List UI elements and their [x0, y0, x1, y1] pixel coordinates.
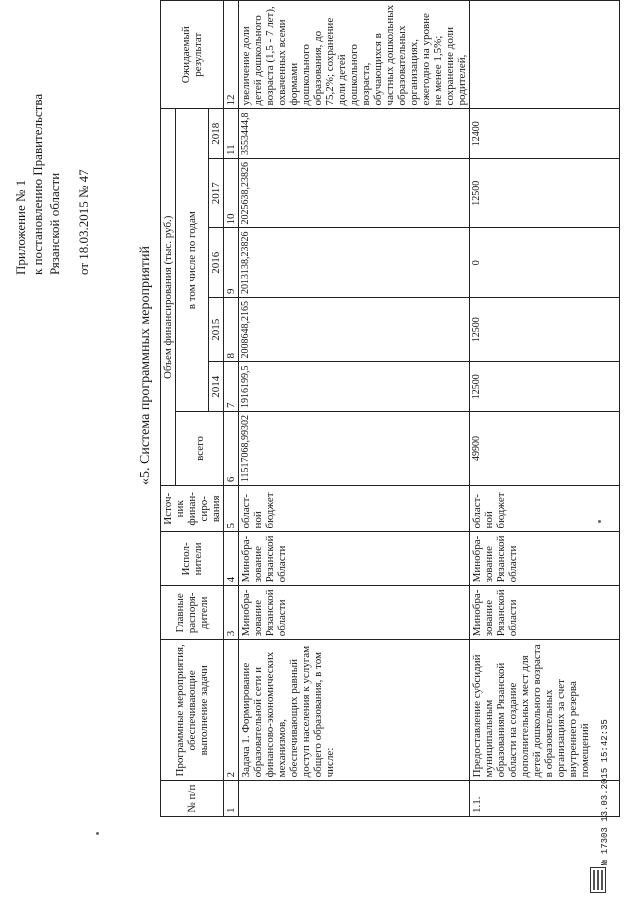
header-total: всего: [176, 411, 224, 485]
row-y2015: 12500: [470, 297, 620, 362]
row-source: област- ной бюджет: [239, 486, 470, 532]
table-row: [470, 1, 620, 817]
col-number: 1: [224, 781, 239, 817]
row-y2018: 12400: [470, 109, 620, 159]
header-row: [161, 1, 176, 817]
header-year: 2015: [209, 297, 224, 362]
row-y2015: 2008648,2165: [239, 297, 470, 362]
row-y2018: 3553444,8: [239, 109, 470, 159]
registration-footer: № 17303 13.03.2015 15:42:35: [600, 719, 610, 865]
row-total: 11517068,99302: [239, 411, 470, 485]
header-executors: Испол- нители: [161, 532, 224, 586]
registration-stamp: [590, 867, 606, 893]
row-y2014: 1916199,5: [239, 362, 470, 412]
row-result: увеличение доли детей дошкольного возраста (1,5 - 7 лет), охваченных всеми формами дошкольного образования, до 75,2%; сохранение доли детей дошкольного возраста, обучающихся в частных дошкольных образовательных организациях, ежегодно на уровне не менее 1,5%; сохранение доли родителей,: [239, 1, 470, 109]
col-number: 8: [224, 297, 239, 362]
row-result: [470, 1, 620, 109]
section-title: «5. Система программных мероприятий: [138, 245, 153, 485]
row-y2017: 2025638,23826: [239, 158, 470, 228]
row-num: [239, 781, 470, 817]
row-y2017: 12500: [470, 158, 620, 228]
header-managers: Главные распоря- дители: [161, 586, 224, 640]
header-source: Источ- ник финан- сиро- вания: [161, 486, 224, 532]
header-by-years: в том числе по годам: [176, 109, 209, 412]
col-number: 10: [224, 158, 239, 228]
header-num: № п/п: [161, 781, 224, 817]
row-y2016: 2013138,23826: [239, 228, 470, 298]
row-measure: Предоставление субсидий муниципальным образованиям Рязанской области на создание дополнительных мест для детей дошкольного возраста в образовательных организациях за счет внутреннего резерва помещений: [470, 640, 620, 781]
col-number: 12: [224, 1, 239, 109]
col-number: 3: [224, 586, 239, 640]
row-measure: Задача 1. Формирование образовательной сети и финансово-экономических механизмов, обеспечивающих равный доступ населения к услугам общего образования, в том числе:: [239, 640, 470, 781]
col-number: 9: [224, 228, 239, 298]
header-year: 2017: [209, 158, 224, 228]
appendix-date: от 18.03.2015 № 47: [76, 169, 91, 275]
row-y2016: 0: [470, 228, 620, 298]
header-year: 2018: [209, 109, 224, 159]
header-result: Ожидаемый результат: [161, 1, 224, 109]
col-number: 4: [224, 532, 239, 586]
col-number: 6: [224, 411, 239, 485]
col-number: 5: [224, 486, 239, 532]
row-num: 1.1.: [470, 781, 620, 817]
header-year: 2016: [209, 228, 224, 298]
row-manager: Минобра- зование Рязанской области: [470, 586, 620, 640]
col-number: 2: [224, 640, 239, 781]
column-number-row: [224, 1, 239, 817]
header-year: 2014: [209, 362, 224, 412]
appendix-line1: Приложение № 1: [13, 179, 28, 275]
appendix-header: [12, 15, 92, 275]
appendix-line2: к постановлению Правительства: [30, 93, 45, 275]
row-manager: Минобра- зование Рязанской области: [239, 586, 470, 640]
row-executor: Минобра- зование Рязанской области: [239, 532, 470, 586]
appendix-line3: Рязанской области: [47, 172, 62, 275]
row-source: област- ной бюджет: [470, 486, 620, 532]
header-funding: Объем финансирования (тыс. руб.): [161, 109, 176, 486]
measures-table: [160, 0, 620, 817]
header-measures: Программные мероприятия, обеспечивающие выполнение задачи: [161, 640, 224, 781]
table-row: [239, 1, 470, 817]
col-number: 7: [224, 362, 239, 412]
row-y2014: 12500: [470, 362, 620, 412]
row-total: 49900: [470, 411, 620, 485]
col-number: 11: [224, 109, 239, 159]
row-executor: Минобра- зование Рязанской области: [470, 532, 620, 586]
